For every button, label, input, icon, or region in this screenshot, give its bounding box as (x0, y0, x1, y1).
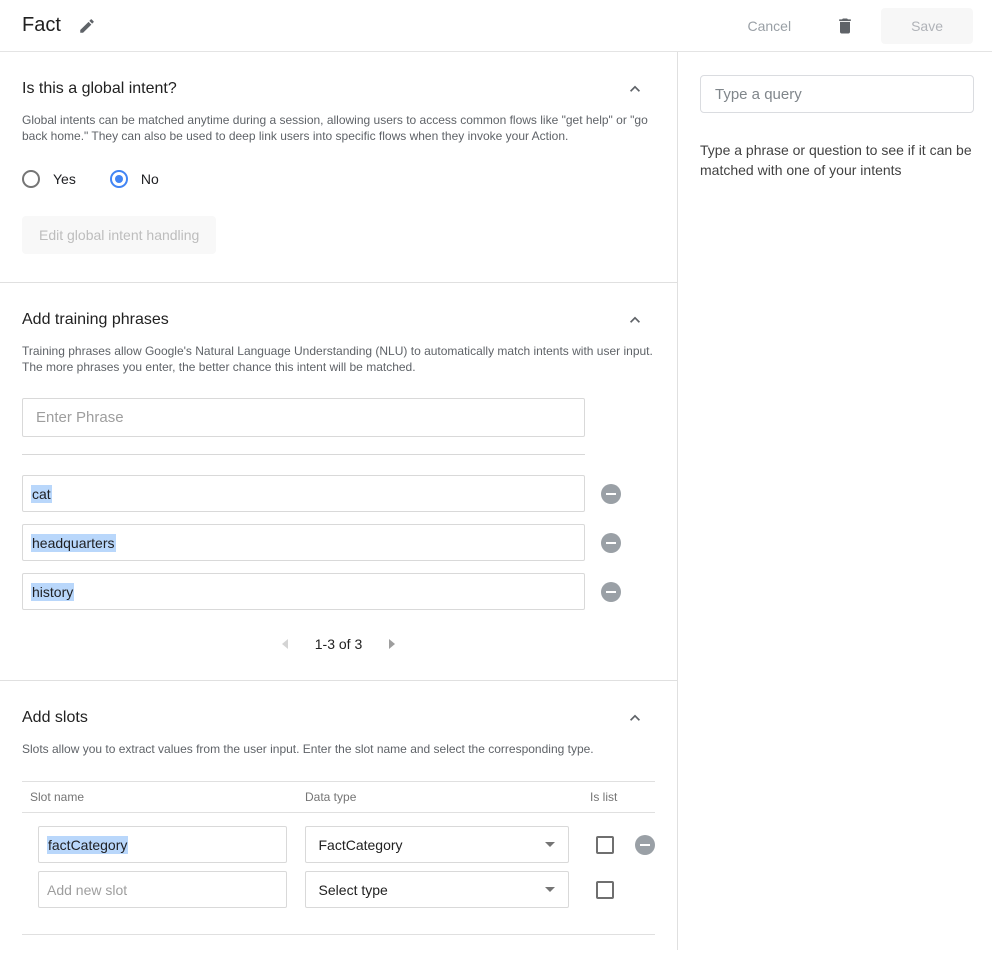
global-intent-header (22, 79, 655, 99)
phrase-list-divider (22, 454, 585, 455)
phrase-input[interactable] (22, 573, 585, 610)
radio-yes-circle (22, 170, 40, 188)
global-intent-radio-group (22, 170, 655, 188)
header-bar (0, 0, 992, 52)
is-list-checkbox[interactable] (596, 836, 614, 854)
radio-yes[interactable] (22, 170, 76, 188)
minus-circle-icon[interactable] (601, 533, 621, 553)
test-panel-hint: Type a phrase or question to see if it can be matched with one of your intents (700, 142, 972, 178)
edit-global-intent-handling-button[interactable]: Edit global intent handling (22, 216, 216, 254)
caret-down-icon (545, 842, 555, 847)
page-title: Fact (22, 14, 61, 36)
training-phrases-description: Training phrases allow Google's Natural Language Understanding (NLU) to automatically match intents with user input. The more phrases you enter, the better chance this intent will be matched. (22, 344, 653, 374)
radio-no-label: No (140, 171, 159, 187)
global-intent-description: Global intents can be matched anytime during a session, allowing users to access common flows like "get help" or "go back home." They can also be used to deep link users into specific flows when they invoke your Action. (22, 113, 648, 143)
add-slots-section (0, 681, 677, 963)
pagination-label: 1-3 of 3 (314, 636, 363, 652)
data-type-value: FactCategory (318, 836, 403, 853)
pagination-prev-icon[interactable] (282, 639, 288, 649)
phrase-row (22, 475, 655, 512)
caret-down-icon (545, 887, 555, 892)
enter-phrase-input[interactable] (22, 398, 585, 437)
training-phrases-heading: Add training phrases (22, 311, 169, 328)
slots-table-header (22, 781, 655, 813)
global-intent-heading: Is this a global intent? (22, 80, 177, 97)
phrase-row (22, 573, 655, 610)
slots-table (22, 781, 655, 935)
column-header-slot-name: Slot name (30, 790, 85, 804)
column-header-data-type: Data type (305, 790, 357, 804)
chevron-up-icon[interactable] (625, 708, 645, 728)
data-type-select[interactable] (305, 826, 570, 863)
slot-row-new (22, 871, 655, 908)
phrase-input[interactable] (22, 475, 585, 512)
phrase-text: headquarters (32, 534, 115, 551)
test-query-panel (678, 52, 992, 950)
pencil-icon[interactable] (78, 17, 96, 35)
slot-name-text: factCategory (48, 836, 128, 853)
phrase-text: cat (32, 485, 51, 502)
data-type-select[interactable] (305, 871, 570, 908)
add-slots-description: Slots allow you to extract values from the user input. Enter the slot name and select the corresponding type. (22, 742, 594, 756)
phrase-row (22, 524, 655, 561)
cancel-button[interactable]: Cancel (741, 17, 797, 35)
content-area (0, 52, 992, 950)
chevron-up-icon[interactable] (625, 79, 645, 99)
add-slots-header (22, 708, 655, 728)
training-phrases-header (22, 310, 655, 330)
training-phrases-section (0, 283, 677, 681)
radio-no[interactable] (110, 170, 159, 188)
slot-name-input[interactable] (38, 826, 287, 863)
slot-row (22, 826, 655, 863)
chevron-up-icon[interactable] (625, 310, 645, 330)
phrase-text: history (32, 583, 74, 600)
add-new-slot-input[interactable] (38, 871, 287, 908)
radio-no-circle (110, 170, 128, 188)
trash-icon[interactable] (835, 16, 855, 36)
is-list-checkbox[interactable] (596, 881, 614, 899)
pagination-next-icon[interactable] (389, 639, 395, 649)
intent-editor-column (0, 52, 678, 950)
add-slots-heading: Add slots (22, 709, 88, 726)
pagination (22, 636, 655, 652)
radio-yes-label: Yes (53, 171, 76, 187)
minus-circle-icon[interactable] (635, 835, 655, 855)
global-intent-section (0, 52, 677, 283)
minus-circle-icon[interactable] (601, 484, 621, 504)
save-button[interactable]: Save (881, 8, 973, 44)
test-query-input[interactable] (700, 75, 974, 113)
minus-circle-icon[interactable] (601, 582, 621, 602)
column-header-is-list: Is list (590, 790, 618, 804)
header-actions (741, 8, 973, 44)
data-type-value: Select type (318, 881, 388, 898)
phrase-input[interactable] (22, 524, 585, 561)
